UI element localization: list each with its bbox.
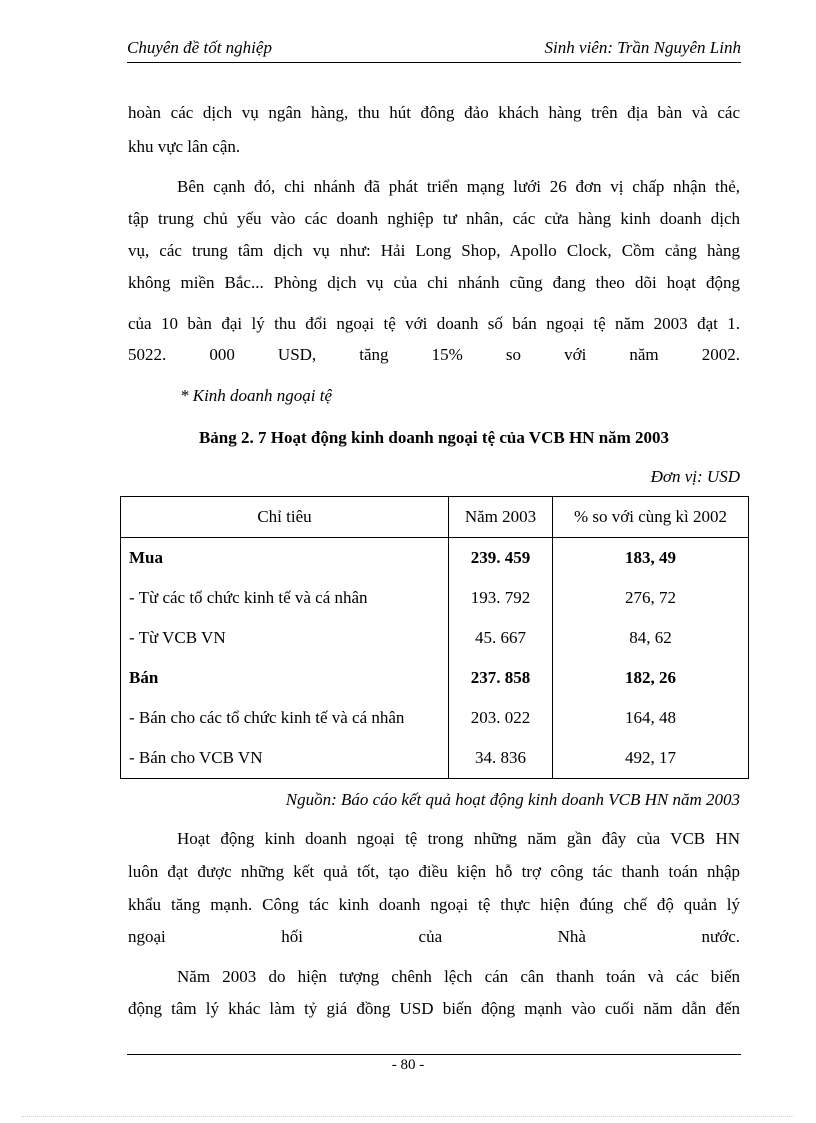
paragraph-line: tập trung chủ yếu vào các doanh nghiệp tư nhân, các cửa hàng kinh doanh dịch xyxy=(128,209,740,228)
paragraph-line: động tâm lý khác làm tỷ giá đồng USD biến động mạnh vào cuối năm dẫn đến xyxy=(128,999,740,1018)
table-cell: 492, 17 xyxy=(553,738,749,779)
page-edge-divider xyxy=(22,1116,794,1117)
table-row xyxy=(121,738,749,779)
table-cell: - Từ VCB VN xyxy=(121,618,449,658)
column-header: Năm 2003 xyxy=(449,497,553,538)
column-header: % so với cùng kì 2002 xyxy=(553,497,749,538)
forex-table xyxy=(120,496,749,779)
table-cell: 276, 72 xyxy=(553,578,749,618)
header-title: Chuyên đề tốt nghiệp xyxy=(127,38,272,57)
table-cell: 164, 48 xyxy=(553,698,749,738)
column-header: Chỉ tiêu xyxy=(121,497,449,538)
table-cell: 237. 858 xyxy=(449,658,553,698)
table-header-row xyxy=(121,497,749,538)
paragraph-line: hoàn các dịch vụ ngân hàng, thu hút đông đảo khách hàng trên địa bàn và các xyxy=(128,103,740,122)
page-header xyxy=(127,38,741,63)
table-cell: 84, 62 xyxy=(553,618,749,658)
table-cell: 183, 49 xyxy=(553,538,749,579)
table-cell: 34. 836 xyxy=(449,738,553,779)
table-row xyxy=(121,578,749,618)
page-number: - 80 - xyxy=(391,1057,425,1073)
table-cell: 45. 667 xyxy=(449,618,553,658)
paragraph-line: Hoạt động kinh doanh ngoại tệ trong những năm gần đây của VCB HN xyxy=(177,829,740,848)
table-cell: Bán xyxy=(121,658,449,698)
table-cell: 193. 792 xyxy=(449,578,553,618)
table-row xyxy=(121,538,749,579)
paragraph-line: khẩu tăng mạnh. Công tác kinh doanh ngoại tệ thực hiện đúng chế độ quản lý xyxy=(128,895,740,914)
table-row xyxy=(121,618,749,658)
paragraph-line: Năm 2003 do hiện tượng chênh lệch cán cân thanh toán và các biến xyxy=(177,967,740,986)
table-cell: 182, 26 xyxy=(553,658,749,698)
table-cell: - Từ các tổ chức kinh tế và cá nhân xyxy=(121,578,449,618)
table-row xyxy=(121,698,749,738)
table-cell: Mua xyxy=(121,538,449,579)
paragraph-line: không miền Bắc... Phòng dịch vụ của chi nhánh cũng đang theo dõi hoạt động xyxy=(128,273,740,292)
footer-divider xyxy=(127,1054,741,1055)
paragraph-line: 5022. 000 USD, tăng 15% so với năm 2002. xyxy=(128,345,740,364)
table-cell: 203. 022 xyxy=(449,698,553,738)
paragraph-line: của 10 bàn đại lý thu đổi ngoại tệ với doanh số bán ngoại tệ năm 2003 đạt 1. xyxy=(128,314,740,333)
table-unit: Đơn vị: USD xyxy=(650,467,740,486)
table-row xyxy=(121,658,749,698)
paragraph-line: luôn đạt được những kết quả tốt, tạo điều kiện hỗ trợ công tác thanh toán nhập xyxy=(128,862,740,881)
paragraph-line: ngoại hối của Nhà nước. xyxy=(128,927,740,946)
paragraph-line: khu vực lân cận. xyxy=(128,137,241,156)
section-subheading: * Kinh doanh ngoại tệ xyxy=(180,386,333,405)
table-caption: Bảng 2. 7 Hoạt động kinh doanh ngoại tệ của VCB HN năm 2003 xyxy=(198,428,670,447)
table-cell: - Bán cho VCB VN xyxy=(121,738,449,779)
table-cell: - Bán cho các tổ chức kinh tế và cá nhân xyxy=(121,698,449,738)
table-cell: 239. 459 xyxy=(449,538,553,579)
paragraph-line: Bên cạnh đó, chi nhánh đã phát triển mạng lưới 26 đơn vị chấp nhận thẻ, xyxy=(177,177,740,196)
header-author: Sinh viên: Trần Nguyên Linh xyxy=(544,38,741,57)
paragraph-line: vụ, các trung tâm dịch vụ như: Hải Long Shop, Apollo Clock, Cồm cảng hàng xyxy=(128,241,740,260)
table-source: Nguồn: Báo cáo kết quả hoạt động kinh doanh VCB HN năm 2003 xyxy=(285,790,740,809)
